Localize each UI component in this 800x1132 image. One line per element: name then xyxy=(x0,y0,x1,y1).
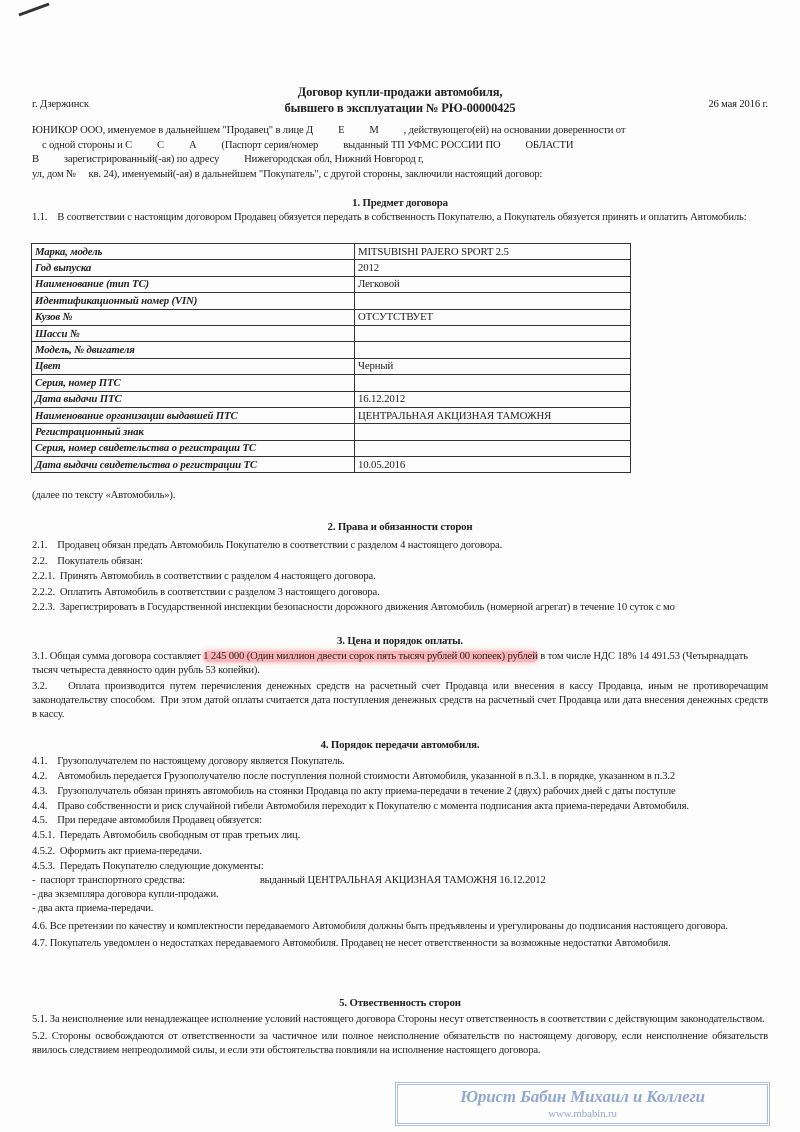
clause: - два экземпляра договора купли-продажи. xyxy=(32,888,219,900)
highlighted-price: 1 245 000 (Один миллион двести сорок пять тысяч рублей 00 копеек) рублей xyxy=(203,651,538,662)
table-row xyxy=(32,407,631,423)
clause: 5.1. За неисполнение или ненадлежащее исполнение условий настоящего договора Стороны несут ответственность в соответствии с действующим законодательством. xyxy=(32,1014,765,1025)
field-label: Марка, модель xyxy=(32,244,355,260)
table-row xyxy=(32,293,631,309)
field-label: Наименование (тип ТС) xyxy=(32,276,355,292)
clause: 5.2. Стороны освобождаются от ответственности за частичное или полное неисполнение обязательств по настоящему договору, если неисполнение обязательств явилось следствием непреодолимой силы, и если эти обстоятельства повлияли на исполнение настоящего договора. xyxy=(32,1031,768,1056)
clause: 4.5.2. Оформить акт приема-передачи. xyxy=(32,845,202,857)
section-1-heading: 1. Предмет договора xyxy=(352,197,448,209)
section-3-heading: 3. Цена и порядок оплаты. xyxy=(337,635,463,647)
table-row xyxy=(32,375,631,391)
clause: 4.3. Грузополучатель обязан принять автомобиль на стоянки Продавца по акту приема-передачи в течение 2 (двух) рабочих дней с даты поступле xyxy=(32,786,676,798)
field-label: Наименование организации выдавшей ПТС xyxy=(32,407,355,423)
field-label: Дата выдачи ПТС xyxy=(32,391,355,407)
field-value xyxy=(355,342,631,358)
section-2-body xyxy=(32,538,768,616)
field-value: 10.05.2016 xyxy=(355,457,631,473)
field-label: Дата выдачи свидетельства о регистрации ТС xyxy=(32,457,355,473)
vehicle-table xyxy=(31,243,631,473)
preamble-line: В зарегистрированный(-ая) по адресу Нижегородская обл, Нижний Новгород г, xyxy=(32,154,424,165)
section-2-heading: 2. Права и обязанности сторон xyxy=(327,521,473,533)
table-row xyxy=(32,342,631,358)
clause-3-2: 3.2. Оплата производится путем перечисления денежных средств на расчетный счет Продавца или внесения в кассу Продавца, иным не противоречащим законодательству способом. При этом датой оплаты считается дата поступления денежных средств на расчетный счет Продавца или дата внесения денежных средств в кассу. xyxy=(32,681,771,720)
clause: 4.1. Грузополучателем по настоящему договору является Покупатель. xyxy=(32,756,345,767)
preamble xyxy=(32,124,768,182)
field-value xyxy=(355,325,631,341)
clause-1-1: 1.1. В соответствии с настоящим договором Продавец обязуется передать в собственность Покупателю, а Покупатель обязуется принять и оплатить Автомобиль: xyxy=(32,212,747,223)
field-label: Цвет xyxy=(32,358,355,374)
field-value xyxy=(355,293,631,309)
field-label: Идентификационный номер (VIN) xyxy=(32,293,355,309)
clause-text: в том числе НДС 18% 14 491.53 (Четырнадцать тысяч четыреста девяносто один рубль 53 копейки). xyxy=(32,651,748,676)
table-row xyxy=(32,276,631,292)
clause: - два акта приема-передачи. xyxy=(32,902,154,914)
clause: 2.2.2. Оплатить Автомобиль в соответствии с разделом 3 настоящего договора. xyxy=(32,586,380,598)
table-row xyxy=(32,457,631,473)
field-value: 16.12.2012 xyxy=(355,391,631,407)
section-4-heading: 4. Порядок передачи автомобиля. xyxy=(320,739,480,751)
clause-3-1 xyxy=(32,650,768,678)
watermark-stamp xyxy=(395,1082,770,1126)
stamp-text: Юрист Бабин Михаил и Коллеги xyxy=(460,1087,705,1106)
clause: 4.5. При передаче автомобиля Продавец обязуется: xyxy=(32,815,262,827)
clause: 2.2.1. Принять Автомобиль в соответствии с разделом 4 настоящего договора. xyxy=(32,571,376,582)
clause: 2.2. Покупатель обязан: xyxy=(32,555,143,567)
table-row xyxy=(32,244,631,260)
title-line-1: Договор купли-продажи автомобиля, xyxy=(297,85,503,99)
clause: 4.7. Покупатель уведомлен о недостатках передаваемого Автомобиля. Продавец не несет ответственности за возможные недостатки Автомобиля. xyxy=(32,938,671,950)
field-value xyxy=(355,440,631,456)
field-value xyxy=(355,375,631,391)
field-value: ОТСУТСТВУЕТ xyxy=(355,309,631,325)
preamble-line: ул, дом № кв. 24), именуемый(-ая) в дальнейшем "Покупатель", с другой стороны, заключили настоящий договор: xyxy=(32,168,543,180)
clause: 4.5.1. Передать Автомобиль свободным от прав третьих лиц. xyxy=(32,830,301,842)
table-row xyxy=(32,391,631,407)
section-5-heading: 5. Отвественность сторон xyxy=(339,997,461,1009)
table-row xyxy=(32,424,631,440)
clause: 4.6. Все претензии по качеству и комплектности передаваемого Автомобиля должны быть предъявлены и урегулированы до подписания настоящего договора. xyxy=(32,920,728,932)
field-label: Модель, № двигателя xyxy=(32,342,355,358)
section-5-body xyxy=(32,1013,768,1058)
stamp-url: www.mbabin.ru xyxy=(548,1108,617,1120)
preamble-line: ЮНИКОР ООО, именуемое в дальнейшем "Продавец" в лице Д Е М , действующего(ей) на основании доверенности от xyxy=(32,125,626,136)
table-row xyxy=(32,260,631,276)
clause: 4.5.3. Передать Покупателю следующие документы: xyxy=(32,860,264,872)
clause: 2.1. Продавец обязан предать Автомобиль Покупателю в соответствии с разделом 4 настоящего договора. xyxy=(32,540,503,551)
field-value: ЦЕНТРАЛЬНАЯ АКЦИЗНАЯ ТАМОЖНЯ xyxy=(355,407,631,423)
table-row xyxy=(32,309,631,325)
table-row xyxy=(32,358,631,374)
field-value: MITSUBISHI PAJERO SPORT 2.5 xyxy=(355,244,631,260)
section-4-body xyxy=(32,754,768,952)
field-value: Легковой xyxy=(355,276,631,292)
preamble-line: с одной стороны и С С А (Паспорт серия/номер выданный ТП УФМС РОССИИ ПО ОБЛАСТИ xyxy=(42,139,574,151)
table-row xyxy=(32,325,631,341)
field-value xyxy=(355,424,631,440)
clause-text: 3.1. Общая сумма договора составляет xyxy=(32,651,204,662)
city: г. Дзержинск xyxy=(32,99,89,110)
clause: - паспорт транспортного средства: выданный ЦЕНТРАЛЬНАЯ АКЦИЗНАЯ ТАМОЖНЯ 16.12.2012 xyxy=(32,874,546,886)
clause: 4.4. Право собственности и риск случайной гибели Автомобиля переходит к Покупателю с момента подписания акта приема-передачи Автомобиля. xyxy=(32,800,689,812)
table-row xyxy=(32,440,631,456)
field-value: Черный xyxy=(355,358,631,374)
field-label: Шасси № xyxy=(32,325,355,341)
field-label: Год выпуска xyxy=(32,260,355,276)
title-line-2: бывшего в эксплуатации № РЮ-00000425 xyxy=(284,101,516,115)
clause: 2.2.3. Зарегистрировать в Государственной инспекции безопасности дорожного движения Автомобиль (номерной агрегат) в течение 10 суток с мо xyxy=(32,602,675,613)
field-label: Серия, номер ПТС xyxy=(32,375,355,391)
table-footnote: (далее по тексту «Автомобиль»). xyxy=(32,490,176,501)
field-label: Регистрационный знак xyxy=(32,424,355,440)
contract-date: 26 мая 2016 г. xyxy=(708,99,768,110)
field-label: Кузов № xyxy=(32,309,355,325)
field-value: 2012 xyxy=(355,260,631,276)
clause: 4.2. Автомобиль передается Грузополучателю после поступления полной стоимости Автомобиля, указанной в п.3.1. в порядке, указанном в п.3.2 xyxy=(32,771,675,783)
pen-mark xyxy=(18,3,49,17)
place-date-line xyxy=(32,98,768,112)
field-label: Серия, номер свидетельства о регистрации ТС xyxy=(32,440,355,456)
